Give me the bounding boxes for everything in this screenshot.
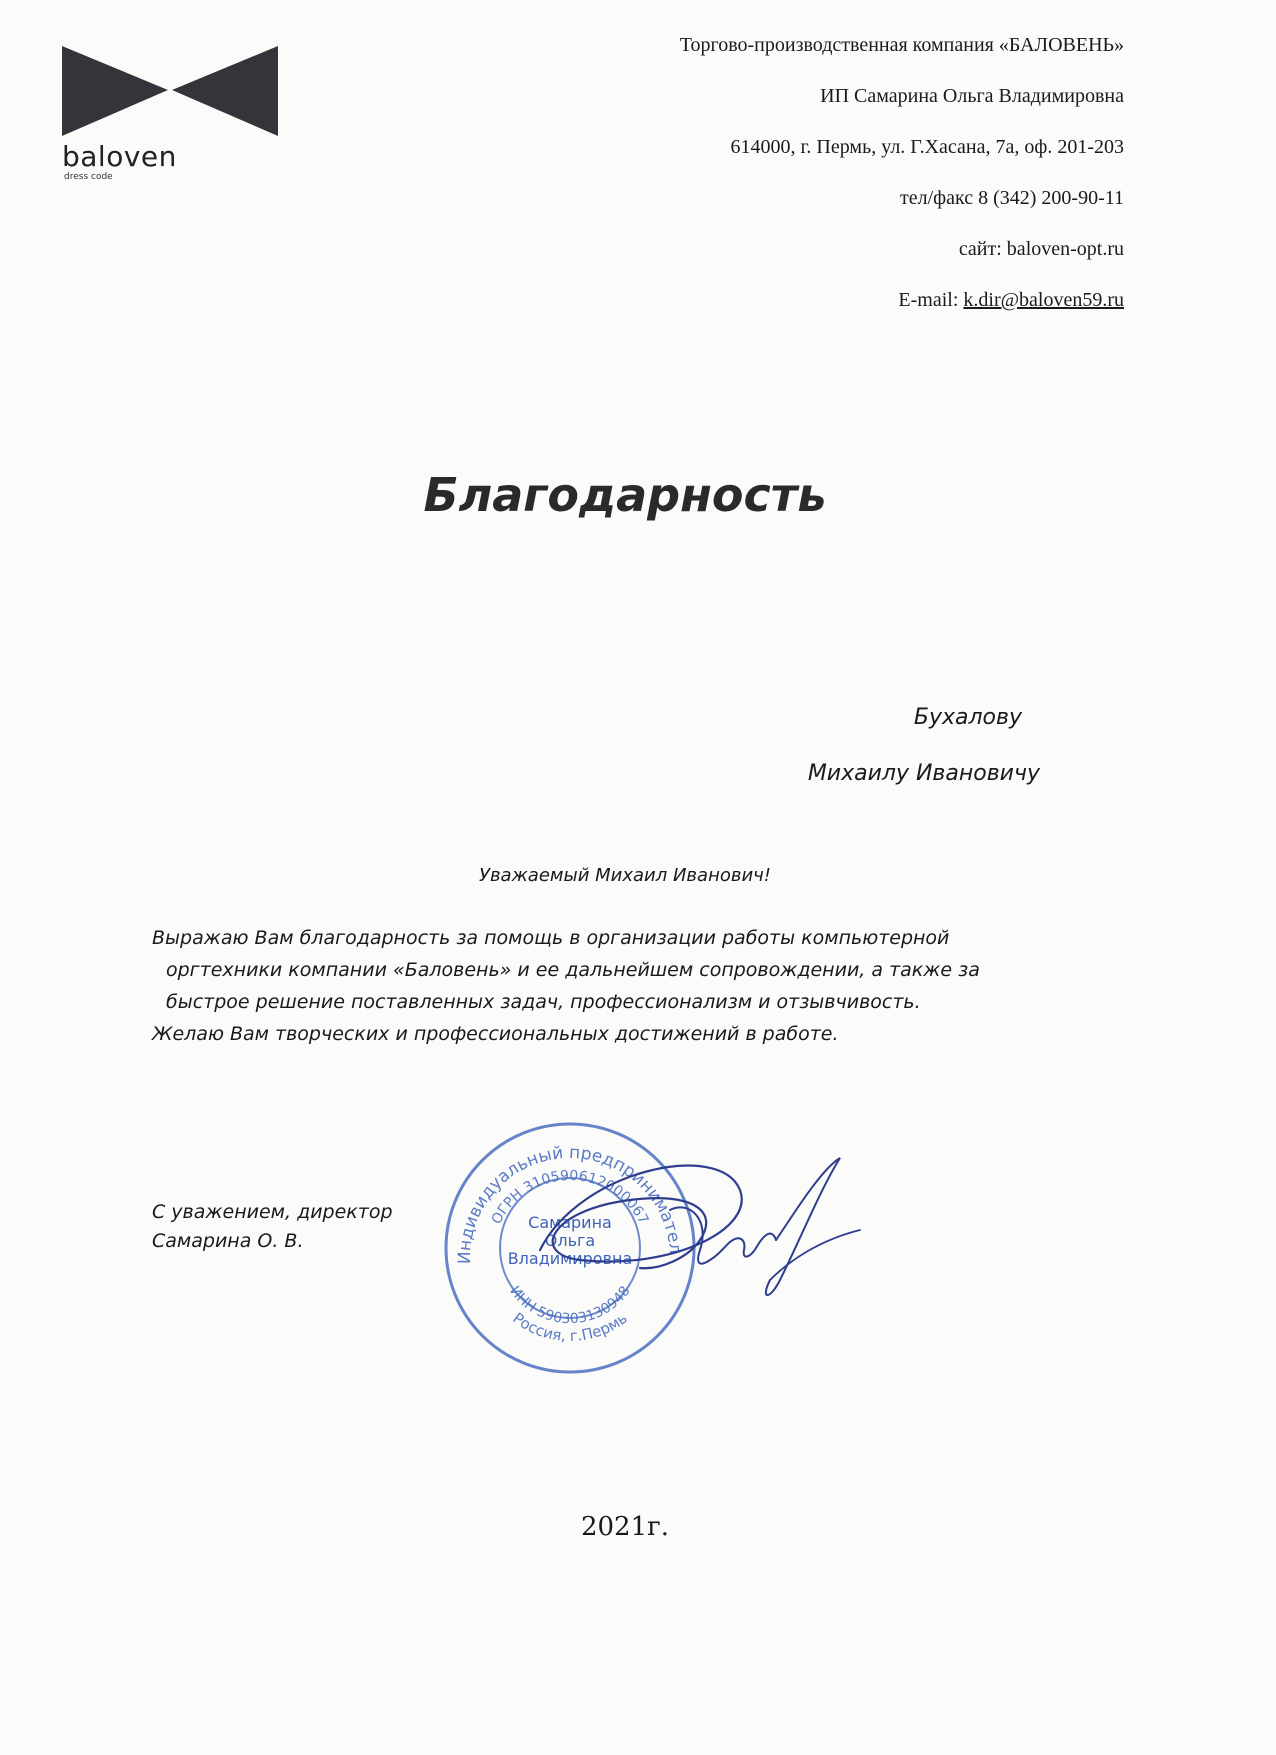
email-link[interactable]: k.dir@baloven59.ru	[963, 289, 1124, 311]
logo-tagline: dress code	[64, 172, 113, 182]
company-phone: тел/факс 8 (342) 200-90-11	[900, 187, 1124, 209]
body-line: быстрое решение поставленных задач, профессионализм и отзывчивость.	[166, 991, 921, 1013]
company-site: сайт: baloven-opt.ru	[958, 238, 1124, 260]
body-line: Желаю Вам творческих и профессиональных достижений в работе.	[152, 1023, 839, 1045]
letter-title: Благодарность	[423, 468, 827, 522]
signature-block	[152, 1198, 393, 1256]
signature-name: Самарина О. В.	[152, 1230, 304, 1252]
owner-name: ИП Самарина Ольга Владимировна	[820, 85, 1124, 107]
signature-title: С уважением, директор	[152, 1201, 393, 1223]
stamp-center-line: Ольга	[544, 1231, 596, 1250]
company-address: 614000, г. Пермь, ул. Г.Хасана, 7а, оф. 201-203	[730, 136, 1124, 158]
handwritten-signature	[520, 1130, 880, 1330]
bow-tie-icon	[60, 44, 280, 140]
recipient-block	[808, 690, 1040, 802]
company-logo	[60, 44, 280, 184]
logo-wordmark: baloven	[62, 140, 177, 173]
company-email-line	[680, 275, 1124, 326]
salutation: Уважаемый Михаил Иванович!	[478, 865, 772, 886]
recipient-surname: Бухалову	[913, 705, 1022, 730]
letter-body	[152, 922, 1092, 1050]
body-line: оргтехники компании «Баловень» и ее дальнейшем сопровождении, а также за	[166, 959, 980, 981]
letterhead	[680, 20, 1124, 326]
stamp-inn: ИНН 590303130948	[506, 1283, 634, 1328]
stamp-center-line: Владимировна	[507, 1249, 633, 1268]
stamp-ogrn: ОГРН 310590612000067	[488, 1167, 652, 1227]
body-line: Выражаю Вам благодарность за помощь в организации работы компьютерной	[152, 927, 950, 949]
company-name: Торгово-производственная компания «БАЛОВЕНЬ»	[679, 34, 1124, 56]
email-label: E-mail:	[898, 289, 964, 311]
letter-year: 2021г.	[580, 1512, 670, 1542]
stamp-location: Россия, г.Пермь	[509, 1308, 631, 1346]
stamp-center-line: Самарина	[528, 1213, 612, 1232]
stamp-outer-text: Индивидуальный предпринимател	[454, 1142, 686, 1265]
recipient-name: Михаилу Ивановичу	[807, 761, 1040, 786]
